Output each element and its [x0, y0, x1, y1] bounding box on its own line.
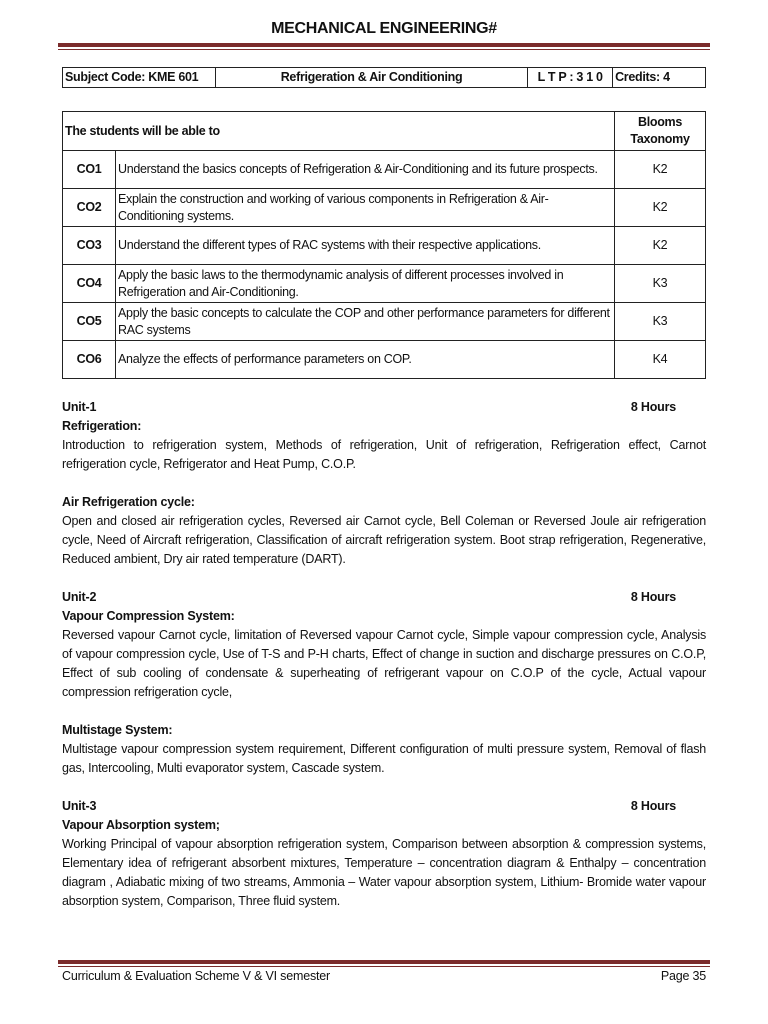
syllabus-body: [62, 398, 706, 930]
co-level: K4: [615, 341, 706, 379]
subject-credits: Credits: 4: [613, 68, 706, 88]
header-divider: [58, 43, 710, 50]
co-level: K3: [615, 265, 706, 303]
section-heading: Multistage System:: [62, 723, 173, 737]
unit-label: Unit-3: [62, 799, 97, 813]
outcome-row: [63, 265, 706, 303]
unit-section: [62, 588, 706, 797]
section-heading: Air Refrigeration cycle:: [62, 495, 195, 509]
unit-hours: 8 Hours: [630, 799, 676, 813]
section-text: Multistage vapour compression system requirement, Different configuration of multi pressure system, Removal of flash gas, Intercooling, Multi evaporator system, Cascade system.: [62, 742, 706, 775]
subject-table: [62, 67, 706, 88]
subject-ltp: L T P : 3 1 0: [528, 68, 613, 88]
section-text: Introduction to refrigeration system, Methods of refrigeration, Unit of refrigeration, Refrigeration effect, Carnot refrigeration cycle, Refrigerator and Heat Pump, C.O.P.: [62, 438, 706, 471]
footer-text: Curriculum & Evaluation Scheme V & VI semester: [62, 969, 330, 983]
footer-divider: [58, 960, 710, 967]
footer: [62, 969, 706, 983]
blooms-header: Blooms Taxonomy: [615, 112, 706, 151]
section-text: Open and closed air refrigeration cycles, Reversed air Carnot cycle, Bell Coleman or Reversed Joule air refrigeration cycle, Need of Aircraft refrigeration, Classification of aircraft refrigeration system. Boot strap refrigeration, Regenerative, Reduced ambient, Dry air rated temperature (DART).: [62, 514, 706, 566]
page-title: MECHANICAL ENGINEERING#: [271, 20, 497, 37]
co-id: CO1: [63, 151, 116, 189]
co-text: Analyze the effects of performance parameters on COP.: [116, 341, 615, 379]
unit-heading: [62, 398, 706, 417]
unit-hours: 8 Hours: [630, 400, 676, 414]
unit-label: Unit-2: [62, 590, 97, 604]
co-text: Apply the basic concepts to calculate the COP and other performance parameters for different RAC systems: [116, 303, 615, 341]
outcome-row: [63, 189, 706, 227]
co-id: CO4: [63, 265, 116, 303]
page-number: Page 35: [660, 969, 706, 983]
co-id: CO6: [63, 341, 116, 379]
co-level: K2: [615, 227, 706, 265]
co-level: K2: [615, 189, 706, 227]
section-heading: Vapour Compression System:: [62, 609, 235, 623]
subject-name: Refrigeration & Air Conditioning: [215, 68, 527, 88]
unit-label: Unit-1: [62, 400, 97, 414]
unit-section: [62, 398, 706, 588]
outcome-row: [63, 151, 706, 189]
co-id: CO3: [63, 227, 116, 265]
subject-code: Subject Code: KME 601: [63, 68, 216, 88]
unit-heading: [62, 797, 706, 816]
co-text: Understand the different types of RAC systems with their respective applications.: [116, 227, 615, 265]
outcomes-header: The students will be able to: [63, 112, 615, 151]
outcome-row: [63, 341, 706, 379]
co-text: Explain the construction and working of various components in Refrigeration & Air-Conditioning systems.: [116, 189, 615, 227]
outcome-row: [63, 227, 706, 265]
co-id: CO2: [63, 189, 116, 227]
co-text: Apply the basic laws to the thermodynamic analysis of different processes involved in Refrigeration and Air-Conditioning.: [116, 265, 615, 303]
section-text: Reversed vapour Carnot cycle, limitation of Reversed vapour Carnot cycle, Simple vapour compression cycle, Analysis of vapour compression cycle, Use of T-S and P-H charts, Effect of change in suction and discharge pressures on C.O.P, Effect of sub cooling of condensate & superheating of refrigerant vapour on C.O.P of the cycle, Actual vapour compression refrigeration cycle,: [62, 628, 706, 699]
unit-hours: 8 Hours: [630, 590, 676, 604]
outcomes-table: [62, 111, 706, 379]
unit-section: [62, 797, 706, 930]
co-level: K2: [615, 151, 706, 189]
co-text: Understand the basics concepts of Refrigeration & Air-Conditioning and its future prospects.: [116, 151, 615, 189]
section-heading: Refrigeration:: [62, 419, 142, 433]
co-level: K3: [615, 303, 706, 341]
section-heading: Vapour Absorption system;: [62, 818, 220, 832]
co-id: CO5: [63, 303, 116, 341]
outcome-row: [63, 303, 706, 341]
section-text: Working Principal of vapour absorption refrigeration system, Comparison between absorption & compression systems, Elementary idea of refrigerant absorbent mixtures, Temperature – concentration diagram & Enthalpy – concentration diagram , Adiabatic mixing of two streams, Ammonia – Water vapour absorption system, Lithium- Bromide water vapour absorption system, Comparison, Three fluid system.: [62, 837, 706, 908]
unit-heading: [62, 588, 706, 607]
